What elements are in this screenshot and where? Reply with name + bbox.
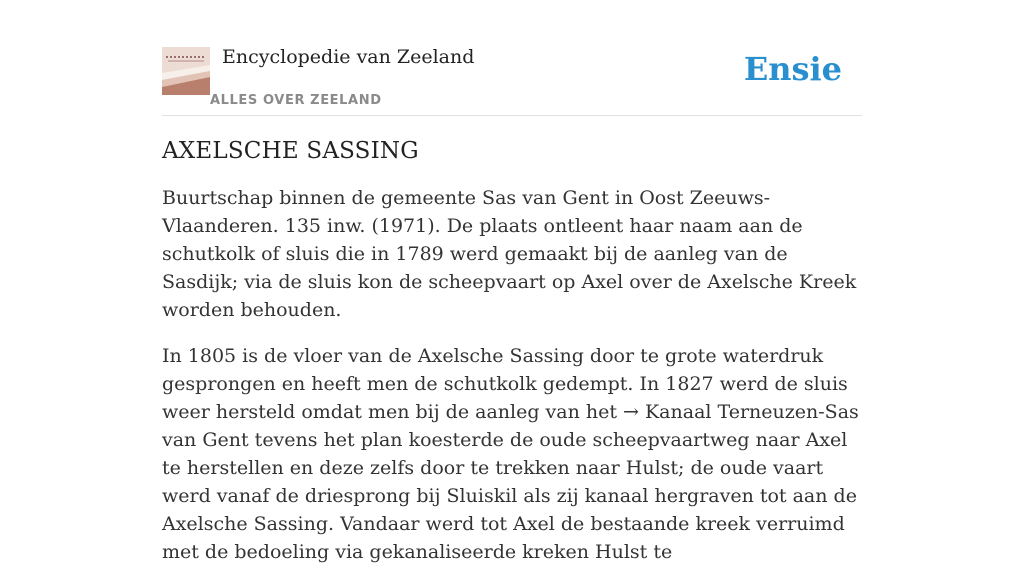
article-paragraph-1: Buurtschap binnen de gemeente Sas van Gent in Oost Zeeuws-Vlaanderen. 135 inw. (1971). De plaats ontleent haar naam aan de schutkolk of sluis die in 1789 werd gemaakt bij de aanleg van de Sasdijk; via de sluis kon de scheepvaart op Axel over de Axelsche Kreek worden behouden. (162, 187, 857, 321)
paragraph-2-text-start: In 1805 is de vloer van de Axelsche Sassing door te grote waterdruk gesprongen en heeft men de schutkolk gedempt. In 1827 werd de sluis weer hersteld omdat men bij de aanleg van het (162, 345, 848, 423)
crossref-link-kanaal-terneuzen[interactable]: → Kanaal Terneuzen-Sas van Gent (162, 401, 859, 451)
book-pages-icon (162, 47, 210, 95)
site-header (162, 40, 862, 116)
article (162, 138, 862, 584)
site-avatar[interactable] (162, 47, 210, 95)
site-name[interactable]: Encyclopedie van Zeeland (222, 46, 475, 68)
ensie-logo[interactable]: Ensie (743, 50, 842, 88)
paragraph-2-text-end: tevens het plan koesterde de oude scheepvaartweg naar Axel te herstellen en deze zelfs door te trekken naar Hulst; de oude vaart werd vanaf de driesprong bij Sluiskil als zij kanaal hergraven tot aan de Axelsche Sassing. Vandaar werd tot Axel de bestaande kreek verruimd met de bedoeling via gekanaliseerde kreken Hulst te (162, 429, 857, 563)
site-tagline: ALLES OVER ZEELAND (210, 93, 382, 108)
article-paragraph-2 (162, 342, 862, 566)
article-title: AXELSCHE SASSING (162, 138, 419, 164)
